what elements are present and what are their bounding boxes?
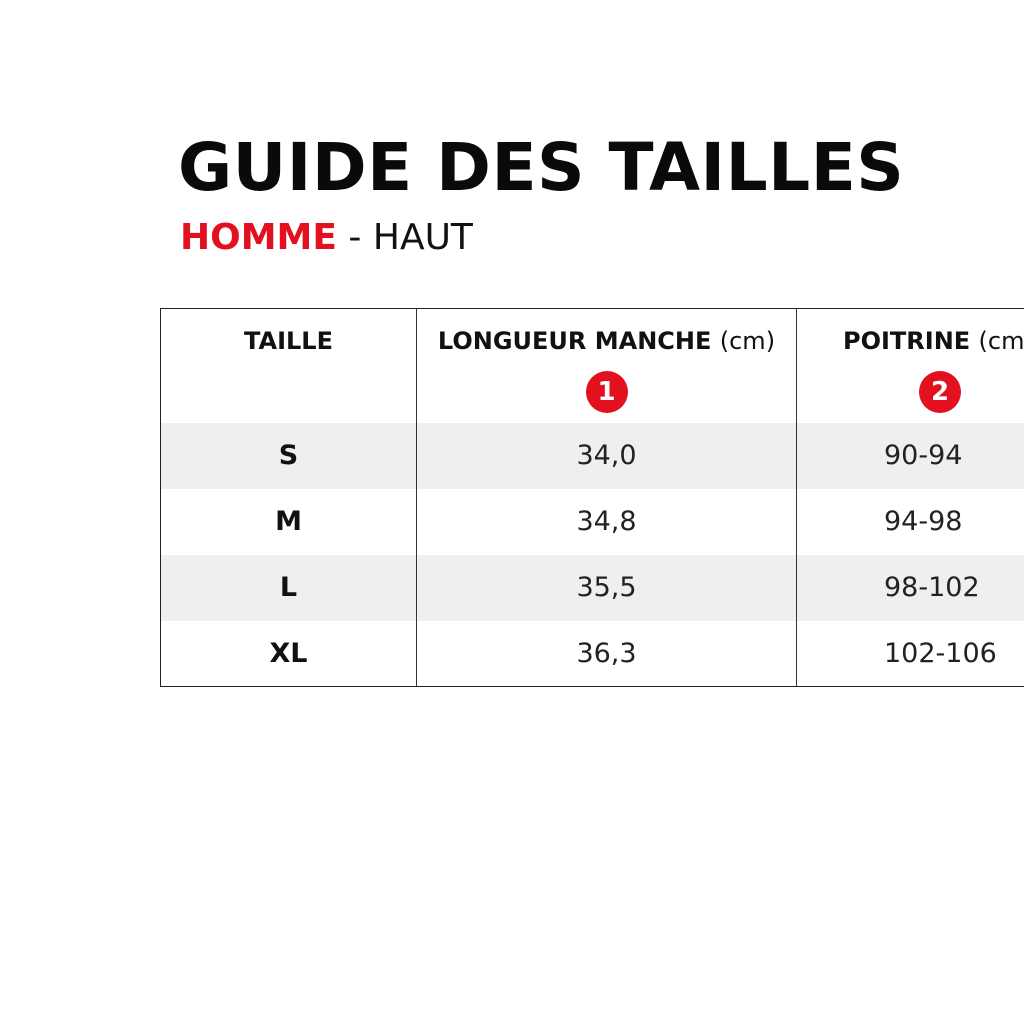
size-table <box>160 308 1024 687</box>
header-chest-label: POITRINE <box>843 327 971 355</box>
cell-sleeve-length: 34,8 <box>417 489 797 555</box>
table-row <box>161 555 1024 621</box>
header-sleeve-label: LONGUEUR MANCHE <box>437 327 712 355</box>
header-chest-unit: (cm <box>978 327 1024 355</box>
header-size-label: TAILLE <box>244 327 333 355</box>
cell-size: XL <box>161 621 417 687</box>
cell-sleeve-length: 34,0 <box>417 423 797 489</box>
cell-chest: 94-98 <box>884 506 963 537</box>
table-header-row <box>161 309 1024 423</box>
cell-size: L <box>161 555 417 621</box>
cell-chest: 90-94 <box>797 423 1024 489</box>
measure-number-badge-icon: 1 <box>586 371 628 413</box>
subtitle-separator: - <box>336 217 373 258</box>
table-row <box>161 489 1024 555</box>
header-sleeve-unit: (cm) <box>719 327 776 355</box>
size-table-container <box>160 308 1024 686</box>
subtitle-category: HAUT <box>372 217 473 258</box>
cell-sleeve-length: 35,5 <box>417 555 797 621</box>
subtitle-gender: HOMME <box>180 217 337 258</box>
measure-number-badge-icon: 2 <box>919 371 961 413</box>
page-title: GUIDE DES TAILLES <box>178 129 905 206</box>
header-sleeve-length <box>417 309 797 423</box>
cell-size: S <box>161 423 417 489</box>
header-size <box>161 309 417 423</box>
cell-sleeve-length: 36,3 <box>417 621 797 687</box>
cell-chest: 102-106 <box>884 637 997 669</box>
header-chest <box>797 309 1024 423</box>
cell-chest: 98-102 <box>797 555 1024 621</box>
page-subtitle <box>180 216 473 260</box>
cell-size: M <box>161 489 417 555</box>
table-row <box>161 423 1024 489</box>
table-row <box>161 621 1024 687</box>
